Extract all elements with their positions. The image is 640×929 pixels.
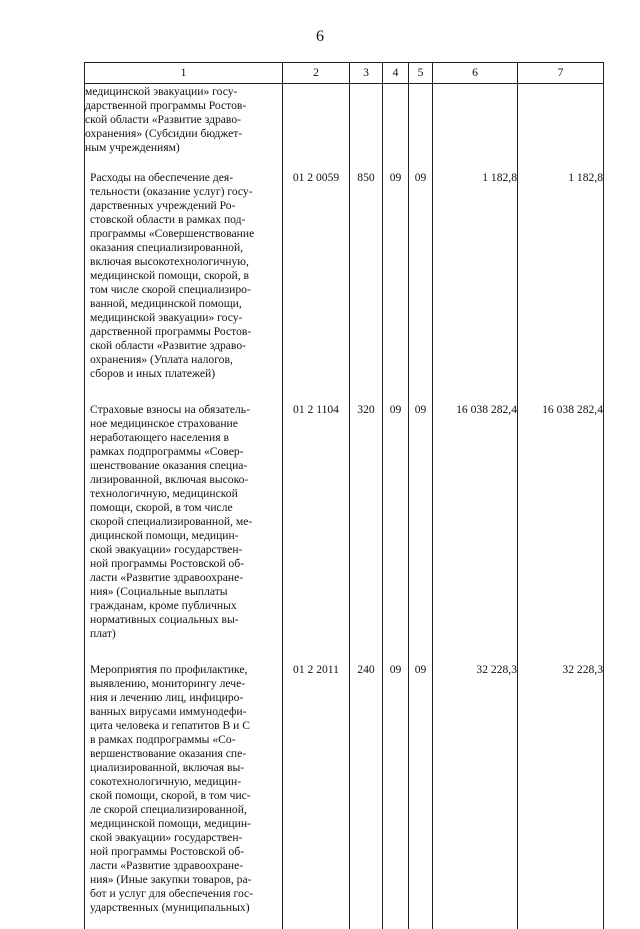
row-sum-2: 1 182,8 <box>518 163 604 395</box>
row-sum-1: 16 038 282,4 <box>433 395 518 655</box>
row-sum-2: 16 038 282,4 <box>518 395 604 655</box>
budget-table <box>84 62 604 929</box>
row-name: Страховые взносы на обязатель- ное медицинское страхование неработающего населения в рамках подпрограммы «Совер- шенствование оказания специа- лизированной, включая высоко- технологичную, медицинской помощи, скорой, в том числе скорой специализированной, ме- дицинской помощи, медицин- ской эвакуации» государствен- ной программы Ростовской об- ласти «Развитие здравоохране- ния» (Социальные выплаты гражданам, кроме публичных нормативных социальных вы- плат) <box>85 395 283 655</box>
table-row <box>85 655 604 929</box>
row-sum-2: 32 228,3 <box>518 655 604 929</box>
row-pr: 09 <box>409 395 433 655</box>
row-pr: 09 <box>409 163 433 395</box>
row-rz: 09 <box>383 655 409 929</box>
row-vr: 850 <box>350 163 383 395</box>
row-csr: 01 2 0059 <box>283 163 350 395</box>
row-rz <box>383 84 409 164</box>
row-pr <box>409 84 433 164</box>
row-csr <box>283 84 350 164</box>
table-row <box>85 163 604 395</box>
row-pr: 09 <box>409 655 433 929</box>
row-csr: 01 2 1104 <box>283 395 350 655</box>
page-number: 6 <box>316 28 324 45</box>
row-sum-1: 32 228,3 <box>433 655 518 929</box>
table-row <box>85 84 604 164</box>
header-row <box>85 63 604 84</box>
column-header-7: 7 <box>518 63 604 84</box>
column-header-4: 4 <box>383 63 409 84</box>
row-rz: 09 <box>383 395 409 655</box>
column-header-6: 6 <box>433 63 518 84</box>
column-header-1: 1 <box>85 63 283 84</box>
row-sum-1: 1 182,8 <box>433 163 518 395</box>
row-name: медицинской эвакуации» госу- дарственной программы Ростов- ской области «Развитие здраво- охранения» (Субсидии бюджет- ным учреждениям) <box>85 84 283 164</box>
row-name: Мероприятия по профилактике, выявлению, мониторингу лече- ния и лечению лиц, инфициро- ванных вирусами иммунодефи- цита человека и гепатитов B и C в рамках подпрограммы «Со- вершенствование оказания спе- циализированной, включая вы- сокотехнологичную, медицин- ской помощи, скорой, в том чис- ле скорой специализированной, медицинской помощи, медицин- ской эвакуации» государствен- ной программы Ростовской об- ласти «Развитие здравоохране- ния» (Иные закупки товаров, ра- бот и услуг для обеспечения гос- ударственных (муниципальных) <box>85 655 283 929</box>
column-header-2: 2 <box>283 63 350 84</box>
row-rz: 09 <box>383 163 409 395</box>
row-csr: 01 2 2011 <box>283 655 350 929</box>
column-header-3: 3 <box>350 63 383 84</box>
row-vr: 240 <box>350 655 383 929</box>
row-sum-1 <box>433 84 518 164</box>
row-vr <box>350 84 383 164</box>
row-vr: 320 <box>350 395 383 655</box>
row-sum-2 <box>518 84 604 164</box>
table-row <box>85 395 604 655</box>
column-header-5: 5 <box>409 63 433 84</box>
row-name: Расходы на обеспечение дея- тельности (оказание услуг) госу- дарственных учреждений Ро- стовской области в рамках под- программы «Совершенствование оказания специализированной, включая высокотехнологичную, медицинской помощи, скорой, в том числе скорой специализиро- ванной, медицинской помощи, медицинской эвакуации» госу- дарственной программы Ростов- ской области «Развитие здраво- охранения» (Уплата налогов, сборов и иных платежей) <box>85 163 283 395</box>
